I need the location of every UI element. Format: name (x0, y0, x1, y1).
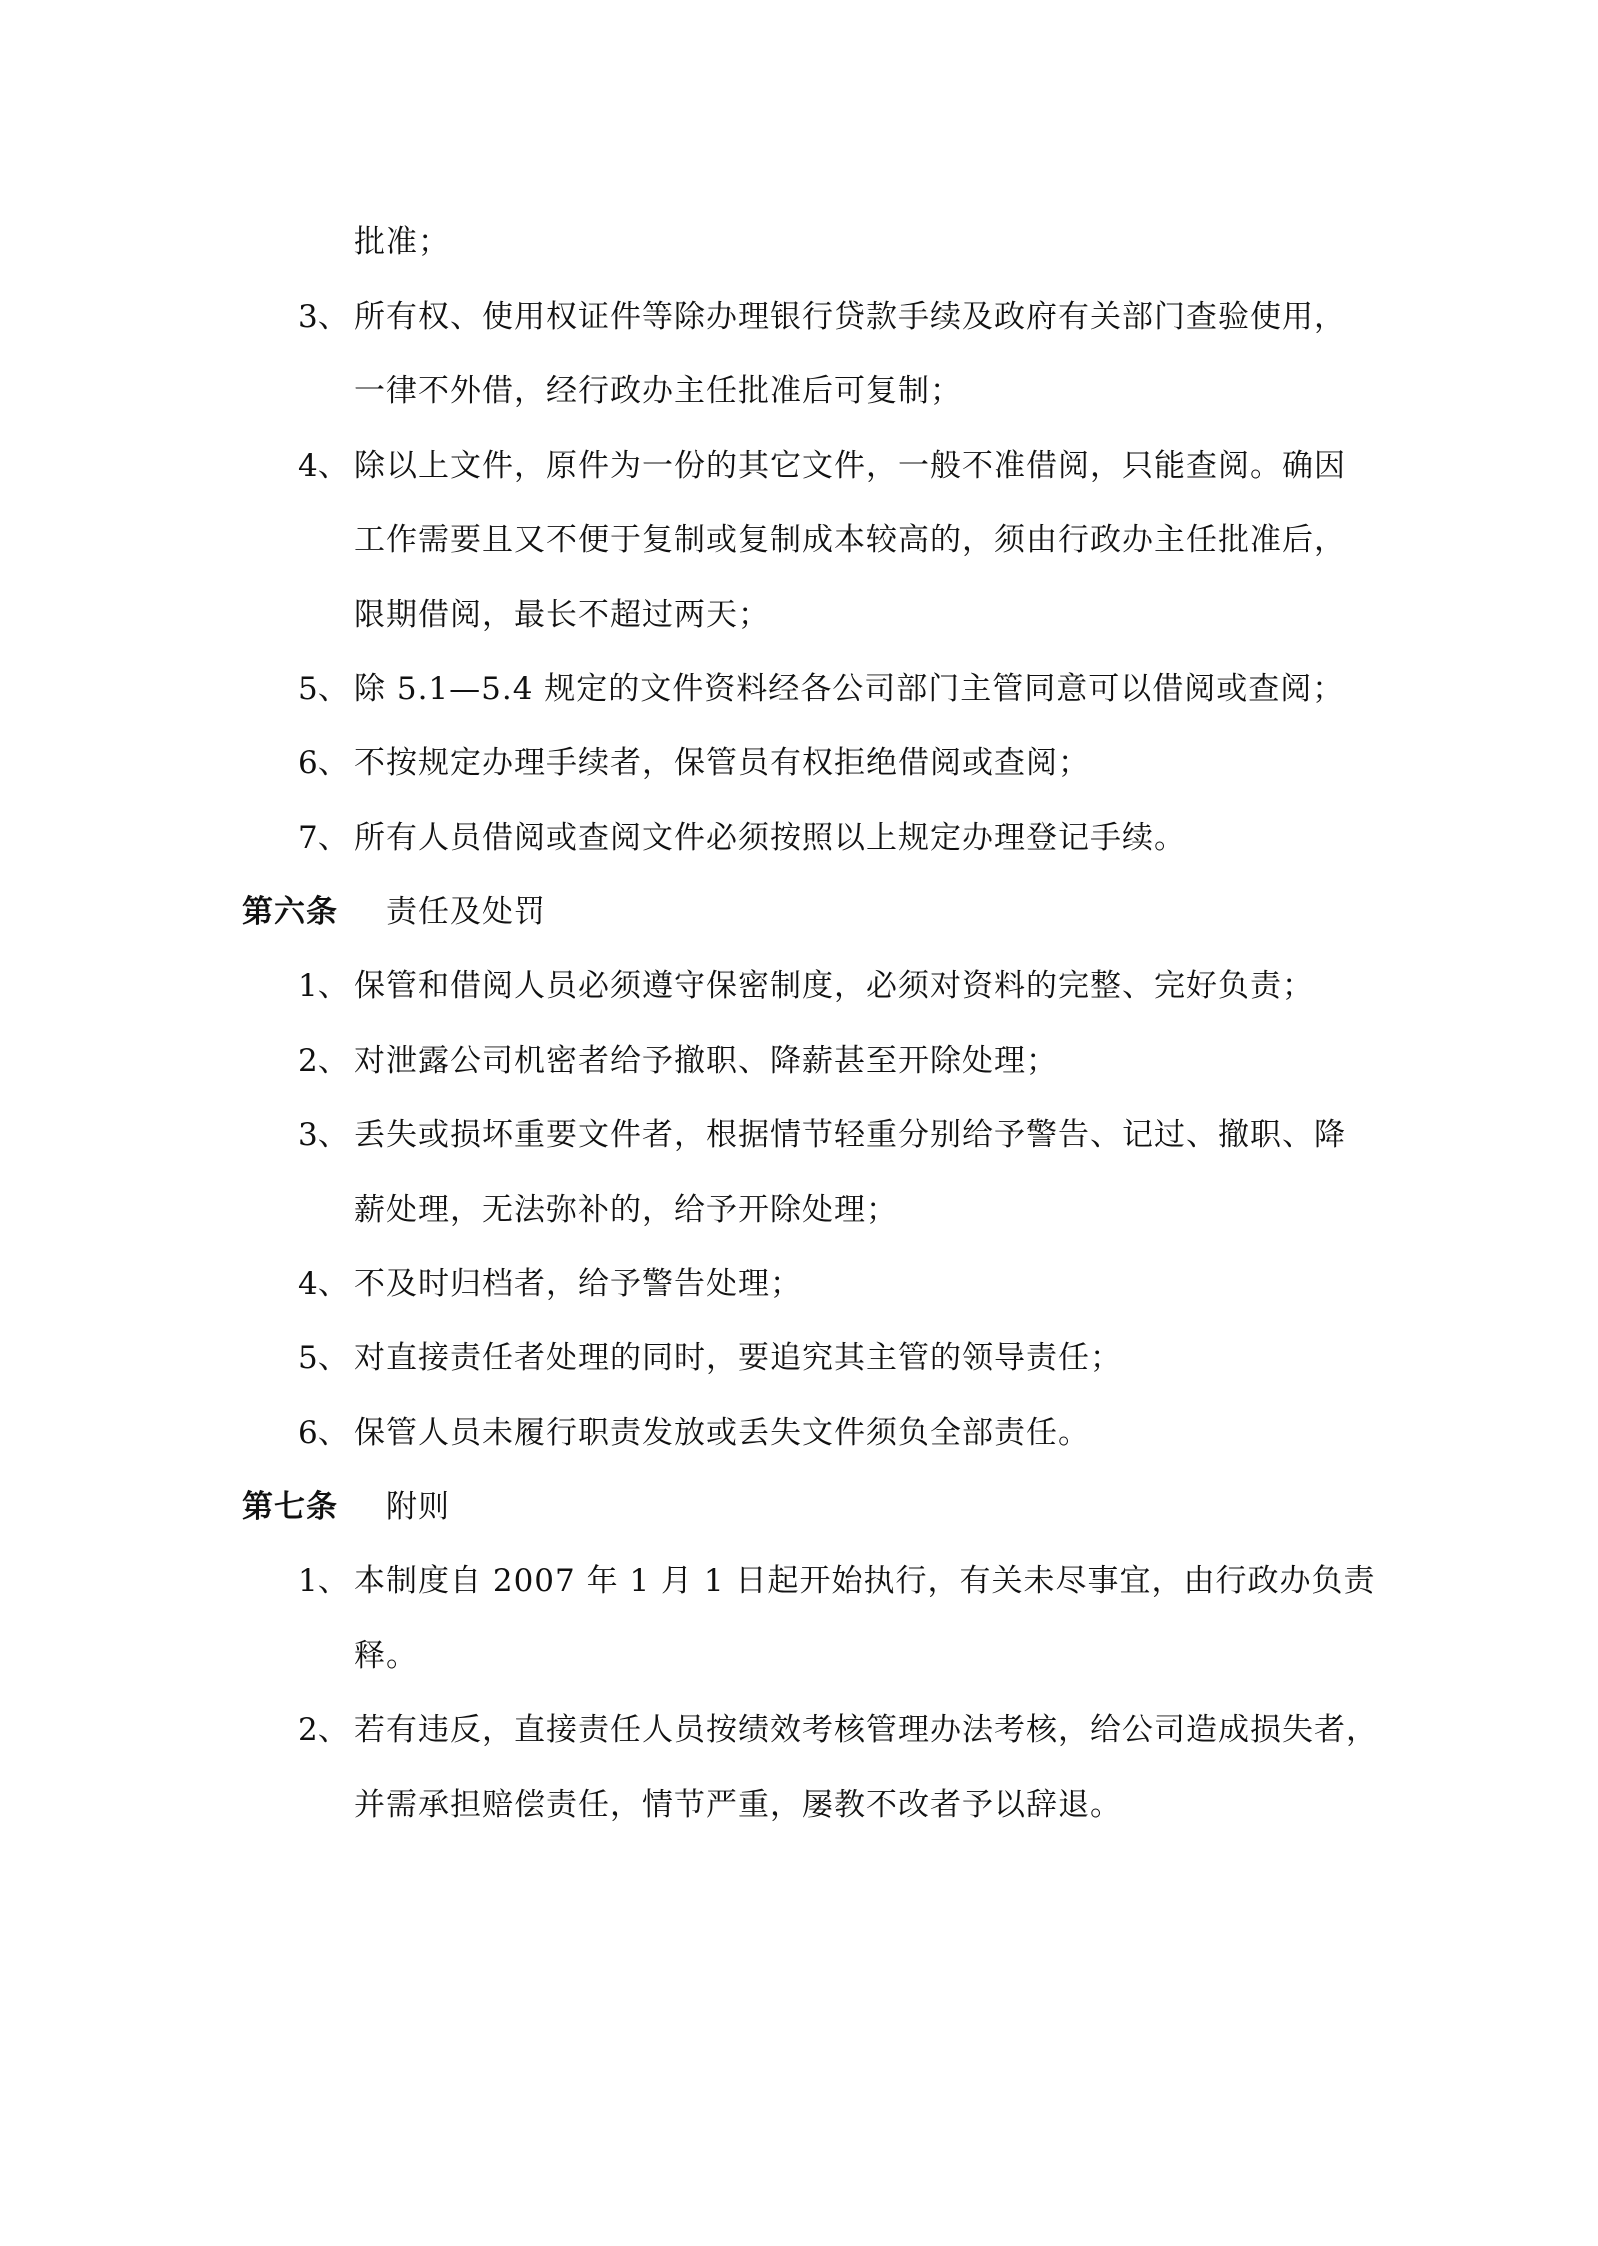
list-item-number: 2、 (298, 1712, 349, 1748)
list-item-number: 4、 (298, 1266, 349, 1302)
list-item-number: 1、 (298, 968, 349, 1004)
list-item-number: 5、 (298, 671, 349, 707)
list-item-text: 并需承担赔偿责任，情节严重，屡教不改者予以辞退。 (354, 1787, 1122, 1823)
list-item-text: 不按规定办理手续者，保管员有权拒绝借阅或查阅； (354, 745, 1090, 781)
section-label: 第六条 (242, 894, 338, 930)
list-item-number: 2、 (298, 1043, 349, 1079)
list-item-number: 3、 (298, 299, 349, 335)
section-title: 责任及处罚 (386, 894, 546, 930)
list-item-number: 4、 (298, 448, 349, 484)
list-item-text: 丢失或损坏重要文件者，根据情节轻重分别给予警告、记过、撤职、降 (354, 1117, 1346, 1153)
list-item-text: 本制度自 2007 年 1 月 1 日起开始执行，有关未尽事宜，由行政办负责 (354, 1563, 1376, 1599)
list-item-number: 6、 (298, 1415, 349, 1451)
section-title: 附则 (386, 1489, 450, 1525)
list-item-text: 对直接责任者处理的同时，要追究其主管的领导责任； (354, 1340, 1122, 1376)
list-item-number: 1、 (298, 1563, 349, 1599)
list-item-number: 5、 (298, 1340, 349, 1376)
list-item-text: 若有违反，直接责任人员按绩效考核管理办法考核，给公司造成损失者， (354, 1712, 1378, 1748)
list-item-text: 限期借阅，最长不超过两天； (354, 597, 770, 633)
continuation-line: 批准； (354, 224, 450, 260)
list-item-text: 不及时归档者，给予警告处理； (354, 1266, 802, 1302)
list-item-text: 保管人员未履行职责发放或丢失文件须负全部责任。 (354, 1415, 1090, 1451)
list-item-text: 释。 (354, 1638, 418, 1674)
list-item-text: 除以上文件，原件为一份的其它文件，一般不准借阅，只能查阅。确因 (354, 448, 1346, 484)
list-item-text: 除 5.1—5.4 规定的文件资料经各公司部门主管同意可以借阅或查阅； (354, 671, 1345, 707)
list-item-number: 7、 (298, 820, 349, 856)
list-item-text: 工作需要且又不便于复制或复制成本较高的，须由行政办主任批准后， (354, 522, 1346, 558)
list-item-number: 3、 (298, 1117, 349, 1153)
list-item-text: 保管和借阅人员必须遵守保密制度，必须对资料的完整、完好负责； (354, 968, 1314, 1004)
section-heading (242, 892, 546, 932)
list-item-text: 一律不外借，经行政办主任批准后可复制； (354, 373, 962, 409)
list-item-text: 所有权、使用权证件等除办理银行贷款手续及政府有关部门查验使用， (354, 299, 1346, 335)
list-item-text: 所有人员借阅或查阅文件必须按照以上规定办理登记手续。 (354, 820, 1186, 856)
section-heading (242, 1487, 450, 1527)
list-item-text: 对泄露公司机密者给予撤职、降薪甚至开除处理； (354, 1043, 1058, 1079)
list-item-text: 薪处理，无法弥补的，给予开除处理； (354, 1192, 898, 1228)
section-label: 第七条 (242, 1489, 338, 1525)
list-item-number: 6、 (298, 745, 349, 781)
